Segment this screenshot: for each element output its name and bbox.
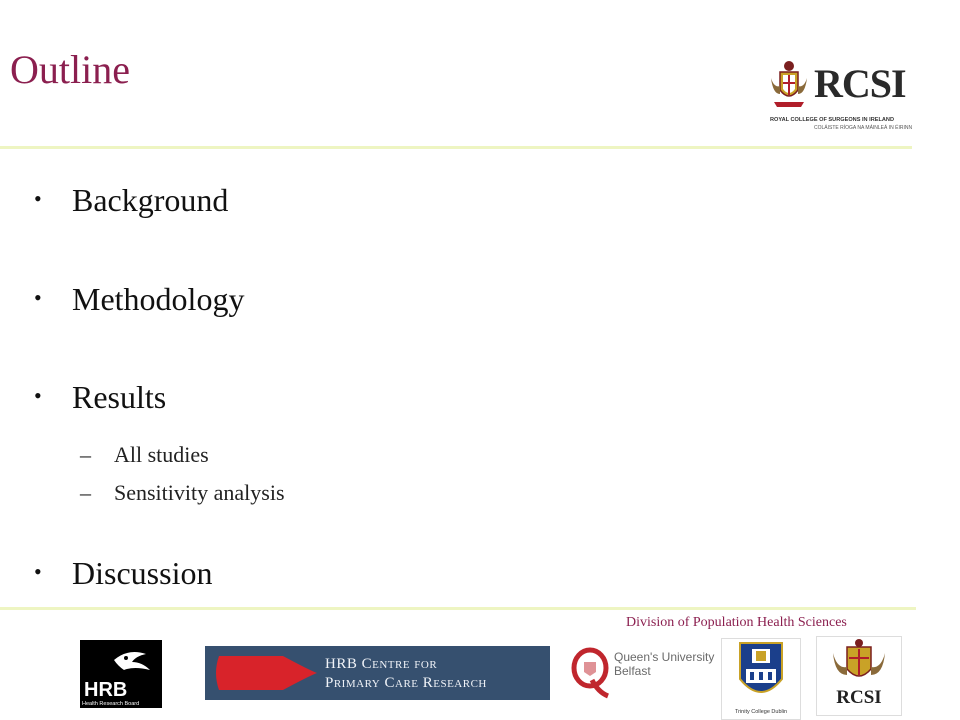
sub-bullet-text: All studies — [114, 442, 209, 467]
bullet-glyph: • — [34, 383, 42, 408]
bullet-item-background — [34, 184, 228, 216]
header-logo-line1: ROYAL COLLEGE OF SURGEONS IN IRELAND — [770, 117, 895, 123]
header-logo-name: RCSI — [814, 61, 906, 106]
tcd-crest-icon — [722, 639, 800, 709]
bullet-text: Discussion — [72, 555, 213, 591]
sub-bullet-glyph: – — [80, 442, 91, 467]
red-swoosh-icon — [205, 646, 320, 700]
bullet-item-methodology — [34, 283, 244, 315]
top-divider — [0, 146, 912, 149]
qub-line2: Belfast — [614, 664, 651, 678]
bullet-text: Methodology — [72, 281, 245, 317]
bullet-item-discussion — [34, 557, 212, 589]
bottom-divider — [0, 607, 916, 610]
qub-q-icon — [570, 644, 612, 700]
hrb-centre-logo — [205, 646, 550, 700]
slide-title: Outline — [10, 47, 130, 92]
qub-logo — [570, 644, 715, 700]
sub-bullet-sensitivity — [80, 482, 285, 504]
qub-line1: Queen's University — [614, 650, 715, 664]
bullet-glyph: • — [34, 285, 42, 310]
division-label: Division of Population Health Sciences — [626, 615, 847, 630]
rcsi-crest-icon — [817, 637, 901, 687]
bullet-glyph: • — [34, 559, 42, 584]
hrb-centre-line1: HRB Centre for — [325, 656, 438, 672]
rcsi-footer-name: RCSI — [836, 687, 882, 708]
hrb-logo-name: HRB — [84, 679, 128, 701]
header-logo-line2: COLÁISTE RÍOGA NA MÁINLEÁ IN ÉIRINN — [814, 125, 913, 131]
bullet-text: Results — [72, 379, 167, 415]
hrb-centre-line2: Primary Care Research — [325, 675, 487, 691]
bullet-glyph: • — [34, 186, 42, 211]
hrb-logo — [80, 640, 162, 708]
rcsi-footer-logo — [816, 636, 902, 716]
tcd-name: Trinity College Dublin — [734, 709, 788, 715]
sub-bullet-glyph: – — [80, 480, 91, 505]
tcd-logo — [721, 638, 801, 720]
header-logo — [768, 54, 913, 138]
bullet-text: Background — [72, 182, 229, 218]
bullet-item-results — [34, 381, 166, 413]
sub-bullet-all-studies — [80, 444, 209, 466]
hrb-logo-subtitle: Health Research Board — [82, 701, 140, 707]
crest-icon — [768, 58, 810, 110]
bird-icon — [80, 640, 162, 680]
sub-bullet-text: Sensitivity analysis — [114, 480, 285, 505]
